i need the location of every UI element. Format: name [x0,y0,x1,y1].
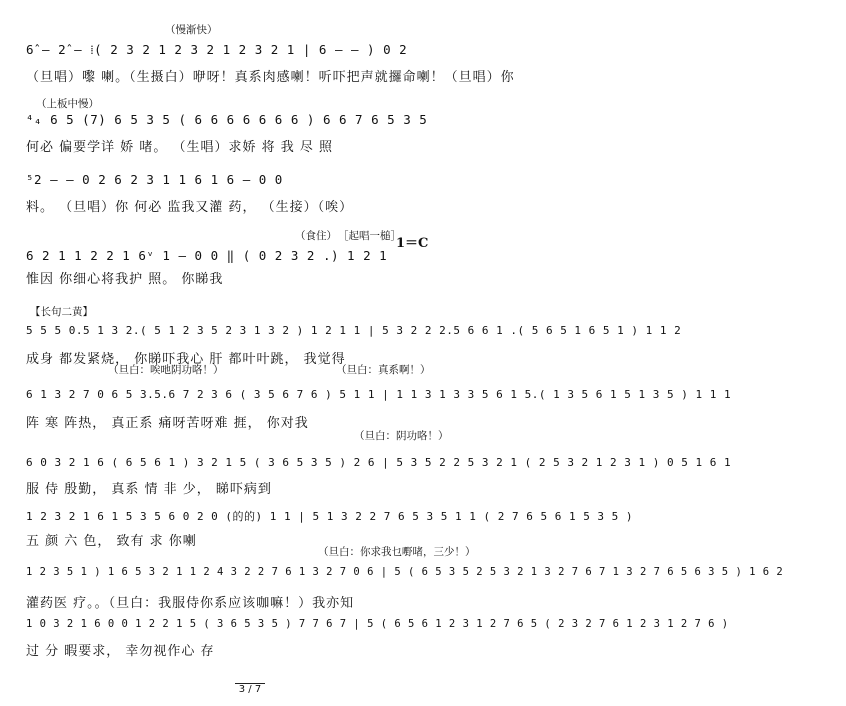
annotation-upper-board: （上板中慢） [36,98,99,110]
lyric-row-5: 成身 都发紧烧， 你睇吓我心 肝 都叶叶跳， 我觉得 [26,352,346,367]
lyric-row-2: 何必 偏要学详 娇 啫。 （生唱）求娇 将 我 尽 照 [26,140,334,155]
notation-row-1: 6̂ – 2̂ – ⁞( 2 3 2 1 2 3 2 1 2 3 2 1 | 6 – – ) 0 2 [26,42,408,57]
notation-row-5: 5 5 5 0.5 1 3 2.( 5 1 2 3 5 2 3 1 3 2 ) 1 2 1 1 | 5 3 2 2 2.5 6 6 1 .( 5 6 5 1 6 5 1 ) 1 1 2 [26,324,682,337]
lyric-row-10: 过 分 暇要求， 幸勿视作心 存 [26,644,215,659]
annotation-food: （食住） [295,230,337,242]
annotation-first-line: ［起唱一槌］ [338,230,401,242]
notation-row-8: 1 2 3 2 1 6 1 5 3 5 6 0 2 0 (的的) 1 1 | 5 1 3 2 2 7 6 5 3 5 1 1 ( 2 7 6 5 6 1 5 3 5 ) [26,510,634,523]
spoken-line-3: （旦白：阴功咯！） [354,430,449,442]
notation-row-9: 1 2 3 5 1 ) 1 6 5 3 2 1 1 2 4 3 2 2 7 6 1 3 2 7 0 6 | 5 ( 6 5 3 5 2 5 3 2 1 3 2 7 6 7 1 3 2 7 6 5 6 3 5 ) 1 6 2 [26,566,784,578]
notation-row-10: 1 0 3 2 1 6 0 0 1 2 2 1 5 ( 3 6 5 3 5 ) 7 7 6 7 | 5 ( 6 5 6 1 2 3 1 2 7 6 5 ( 2 3 2 7 6 1 2 3 1 2 7 6 ) [26,618,729,630]
spoken-line-2: （旦白：真系啊！） [336,364,431,376]
lyric-row-9: 灌药医 疗。。（旦白：我服侍你系应该咖嘛！）我亦知 [26,596,355,611]
lyric-row-3: 料。 （旦唱）你 何必 监我又灌 药， （生接）（唉） [26,200,354,215]
notation-row-6: 6 1 3 2 7 0 6 5 3.5.6 7 2 3 6 ( 3 5 6 7 6 ) 5 1 1 | 1 1 3 1 3 3 5 6 1 5.( 1 3 5 6 1 5 1 3 5 ) 1 1 1 [26,388,732,401]
spoken-line-4: （旦白：你求我乜嘢啫，三少！） [318,546,476,558]
lyric-row-7: 服 侍 殷勤， 真系 情 非 少， 睇吓病到 [26,482,272,497]
section-heading: 【长句二黄】 [30,306,93,318]
notation-row-7: 6 0 3 2 1 6 ( 6 5 6 1 ) 3 2 1 5 ( 3 6 5 3 5 ) 2 6 | 5 3 5 2 2 5 3 2 1 ( 2 5 3 2 1 2 3 1 ) 0 5 1 6 1 [26,456,732,469]
lyric-row-8: 五 颜 六 色， 致有 求 你喇 [26,534,197,549]
lyric-row-1: （旦唱）嚟 喇。（生摄白）咿呀！真系肉感喇！听吓把声就攞命喇！（旦唱）你 [26,70,515,85]
spoken-line-1: （旦白：唉吔阴功咯！） [108,364,224,376]
notation-row-2: ⁴₄ 6 5 (7) 6 5 3 5 ( 6 6 6 6 6 6 6 ) 6 6 7 6 5 3 5 [26,112,428,127]
lyric-row-4: 惟因 你细心将我护 照。 你睇我 [26,272,224,287]
key-signature: 1＝C [396,236,429,251]
annotation-slow-fast: （慢渐快） [165,24,218,36]
notation-row-4: 6 2 1 1 2 2 1 6ᵛ 1 – 0 0 ‖ ( 0 2 3 2 .) 1 2 1 [26,248,388,263]
page-number: 3 / 7 [0,684,500,695]
lyric-row-6: 阵 寒 阵热， 真正系 痛呀苦呀难 捱， 你对我 [26,416,309,431]
notation-row-3: ⁵2 – – 0 2 6 2 3 1 1 6 1 6 – 0 0 [26,172,283,187]
